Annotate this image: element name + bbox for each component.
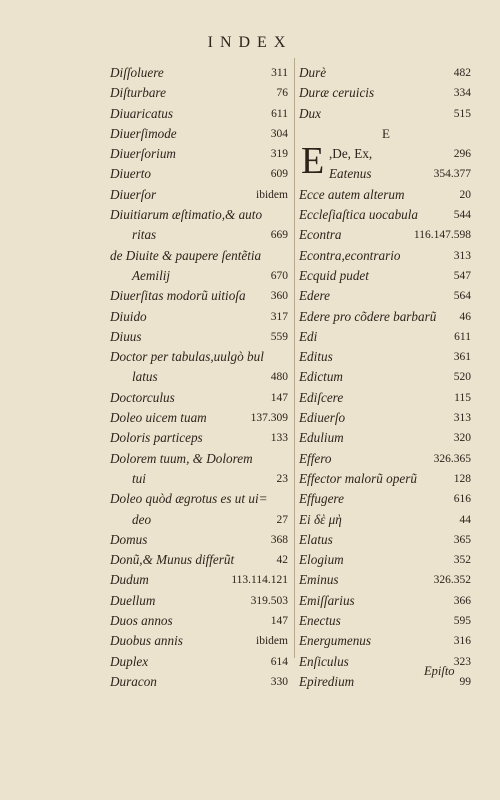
page-reference: 482 xyxy=(453,67,471,79)
page-reference: 137.309 xyxy=(250,412,288,425)
dropcap-line2: Eatenus xyxy=(329,166,372,182)
index-entry xyxy=(299,510,473,530)
index-term: Dux xyxy=(299,105,321,121)
page-header: INDEX xyxy=(207,34,293,51)
index-entry xyxy=(110,469,290,489)
index-entry xyxy=(299,550,473,570)
page-reference: 46 xyxy=(459,310,471,323)
index-entry xyxy=(110,408,290,428)
index-term: Aemilij xyxy=(132,267,171,283)
dropcap-entry-2 xyxy=(299,164,473,184)
page-reference: 44 xyxy=(459,513,471,526)
page-reference: 316 xyxy=(453,635,471,648)
index-entry xyxy=(110,489,290,509)
index-entry xyxy=(299,530,473,550)
index-term: Elogium xyxy=(299,552,344,568)
index-term: Diuerſimode xyxy=(110,125,177,141)
page-reference: 76 xyxy=(276,87,288,100)
index-term: Epiredium xyxy=(299,673,355,689)
index-term: Dolorem tuum, & Dolorem xyxy=(110,450,253,466)
index-entry xyxy=(299,449,473,469)
page-reference: 42 xyxy=(276,554,288,567)
page-reference: 313 xyxy=(453,249,471,262)
page-reference: 319.503 xyxy=(250,594,288,607)
index-entry xyxy=(110,591,290,611)
index-term: Eccleſiaſtica uocabula xyxy=(299,207,419,223)
index-entry xyxy=(299,388,473,408)
page-reference: 611 xyxy=(271,107,288,120)
index-entry xyxy=(299,570,473,590)
page-reference: 559 xyxy=(270,330,288,343)
index-term: Durè xyxy=(299,65,327,80)
index-entry xyxy=(299,185,473,205)
index-entry xyxy=(110,388,290,408)
page-reference: 326.365 xyxy=(433,452,471,465)
index-term: Eminus xyxy=(299,572,339,588)
index-term: Duellum xyxy=(110,592,156,608)
column-divider xyxy=(294,58,295,658)
index-term: Diuerto xyxy=(110,166,152,182)
index-entry xyxy=(299,631,473,651)
section-letter: E xyxy=(382,125,390,141)
page-reference: 99 xyxy=(459,675,471,688)
index-term: Domus xyxy=(110,531,148,547)
page-reference: 133 xyxy=(270,432,288,445)
index-term: Econtra,econtrario xyxy=(299,247,401,263)
index-entry xyxy=(299,489,473,509)
index-term: latus xyxy=(132,369,158,385)
page-reference: 311 xyxy=(271,67,288,79)
index-term: Ei δὲ μὴ xyxy=(299,511,342,527)
index-entry xyxy=(299,347,473,367)
catchword: Epiſto xyxy=(424,664,455,678)
index-entry xyxy=(299,307,473,327)
index-entry xyxy=(110,367,290,387)
page-reference: 27 xyxy=(276,513,288,526)
index-term: Enſiculus xyxy=(299,653,349,669)
page-reference: 334 xyxy=(453,87,471,100)
index-term: Diuitiarum æſtimatio,& auto xyxy=(110,207,263,223)
page-reference: 520 xyxy=(453,371,471,384)
page-reference: 595 xyxy=(453,615,471,628)
index-entry xyxy=(299,469,473,489)
page-reference: 113.114.121 xyxy=(231,574,288,587)
page-reference: 147 xyxy=(270,615,288,628)
index-entry xyxy=(110,164,290,184)
index-entry xyxy=(299,63,473,83)
page-reference: ibidem xyxy=(256,188,288,201)
index-term: Ecce autem alterum xyxy=(299,186,405,202)
index-entry xyxy=(110,550,290,570)
page-reference: 670 xyxy=(270,269,288,282)
index-entry xyxy=(299,327,473,347)
index-entry xyxy=(299,83,473,103)
index-term: Ecquid pudet xyxy=(299,267,369,283)
left-column xyxy=(110,63,290,692)
dropcap-line1-num: 296 xyxy=(453,148,471,161)
index-term: Diuerſor xyxy=(110,186,157,202)
index-term: Diuaricatus xyxy=(110,105,174,121)
index-entry xyxy=(299,611,473,631)
index-term: Econtra xyxy=(299,227,342,243)
page-reference: 147 xyxy=(270,391,288,404)
index-term: Effero xyxy=(299,450,332,466)
index-term: Edere pro cõdere barbarũ xyxy=(299,308,437,324)
index-entry xyxy=(110,530,290,550)
index-term: Doctorculus xyxy=(110,389,175,405)
page-reference: 616 xyxy=(453,493,471,506)
index-entry xyxy=(110,124,290,144)
index-term: de Diuite & paupere ſentẽtia xyxy=(110,247,262,263)
page-reference: 480 xyxy=(270,371,288,384)
page-reference: ibidem xyxy=(256,635,288,648)
index-term: Emiſſarius xyxy=(299,592,355,608)
index-term: tui xyxy=(132,470,146,486)
page-reference: 564 xyxy=(453,290,471,303)
index-term: Edi xyxy=(299,328,318,344)
index-term: Doctor per tabulas,uulgò bul xyxy=(110,349,264,365)
index-entry xyxy=(110,449,290,469)
page-reference: 304 xyxy=(270,127,288,140)
dropcap-line2-num: 354.377 xyxy=(433,168,471,181)
index-entry xyxy=(110,63,290,83)
index-entry xyxy=(110,570,290,590)
index-term: Diuus xyxy=(110,328,142,344)
index-term: Diſturbare xyxy=(110,85,166,101)
page-reference: 23 xyxy=(276,472,288,485)
index-term: Duos annos xyxy=(110,613,173,629)
index-entry xyxy=(110,225,290,245)
index-term: Edere xyxy=(299,288,330,304)
index-entry xyxy=(110,83,290,103)
index-entry xyxy=(110,510,290,530)
page-reference: 313 xyxy=(453,412,471,425)
index-entry xyxy=(110,327,290,347)
right-column xyxy=(299,63,473,692)
page-reference: 320 xyxy=(453,432,471,445)
page-reference: 330 xyxy=(270,675,288,688)
index-entry xyxy=(110,266,290,286)
page-reference: 361 xyxy=(453,351,471,364)
index-entry xyxy=(110,104,290,124)
index-entry xyxy=(299,225,473,245)
index-entry xyxy=(110,347,290,367)
index-entry xyxy=(110,205,290,225)
index-term: Ediuerſo xyxy=(299,410,346,426)
index-term: ritas xyxy=(132,227,157,243)
page-reference: 366 xyxy=(453,594,471,607)
dropcap-letter: E xyxy=(301,140,325,183)
page-reference: 128 xyxy=(453,472,471,485)
index-entry xyxy=(110,144,290,164)
index-entry xyxy=(299,367,473,387)
index-term: Energumenus xyxy=(299,633,372,649)
page-reference: 614 xyxy=(270,655,288,668)
page-reference: 115 xyxy=(454,391,471,404)
index-term: Edictum xyxy=(299,369,343,385)
index-entry xyxy=(110,631,290,651)
index-term: Diuerſorium xyxy=(110,146,176,162)
page-reference: 116.147.598 xyxy=(413,229,471,242)
index-term: Elatus xyxy=(299,531,333,547)
index-entry xyxy=(110,652,290,672)
index-term: Effector malorũ operũ xyxy=(299,470,417,486)
index-term: Edulium xyxy=(299,430,344,446)
page-reference: 319 xyxy=(270,148,288,161)
index-term: Donũ,& Munus differũt xyxy=(110,552,235,568)
page-reference: 611 xyxy=(454,330,471,343)
index-term: Duplex xyxy=(110,653,149,669)
index-entry xyxy=(299,104,473,124)
index-term: Duracon xyxy=(110,673,157,689)
page-reference: 515 xyxy=(453,107,471,120)
index-term: Doloris particeps xyxy=(110,430,203,446)
page-reference: 317 xyxy=(270,310,288,323)
page-reference: 669 xyxy=(270,229,288,242)
index-entry xyxy=(110,428,290,448)
page-reference: 365 xyxy=(453,533,471,546)
index-entry xyxy=(299,246,473,266)
index-entry xyxy=(299,428,473,448)
page-reference: 547 xyxy=(453,269,471,282)
index-entry xyxy=(299,408,473,428)
index-term: Ediſcere xyxy=(299,389,344,405)
index-term: Doleo uicem tuam xyxy=(110,410,207,426)
page-reference: 326.352 xyxy=(433,574,471,587)
index-entry xyxy=(110,307,290,327)
page-reference: 20 xyxy=(459,188,471,201)
page-reference: 609 xyxy=(270,168,288,181)
index-entry xyxy=(299,286,473,306)
page-reference: 323 xyxy=(453,655,471,668)
index-term: deo xyxy=(132,511,152,527)
index-term: Enectus xyxy=(299,613,341,629)
index-term: Diuerſitas modorũ uitioſa xyxy=(110,288,246,304)
index-term: Diſſoluere xyxy=(110,65,164,80)
index-entry xyxy=(110,611,290,631)
page-reference: 368 xyxy=(270,533,288,546)
index-term: Diuido xyxy=(110,308,147,324)
page-reference: 360 xyxy=(270,290,288,303)
index-term: Duræ ceruicis xyxy=(299,85,375,101)
index-entry xyxy=(110,246,290,266)
page-reference: 352 xyxy=(453,554,471,567)
index-term: Duobus annis xyxy=(110,633,183,649)
page-reference: 544 xyxy=(453,209,471,222)
index-entry xyxy=(299,591,473,611)
index-term: Editus xyxy=(299,349,333,365)
index-term: Effugere xyxy=(299,491,344,507)
index-term: Dudum xyxy=(110,572,149,588)
index-entry xyxy=(299,205,473,225)
index-term: Doleo quòd ægrotus es ut ui= xyxy=(110,491,268,507)
index-entry xyxy=(110,185,290,205)
index-entry xyxy=(110,286,290,306)
index-entry xyxy=(110,672,290,692)
dropcap-line1: ,De, Ex, xyxy=(329,146,373,162)
index-entry xyxy=(299,266,473,286)
